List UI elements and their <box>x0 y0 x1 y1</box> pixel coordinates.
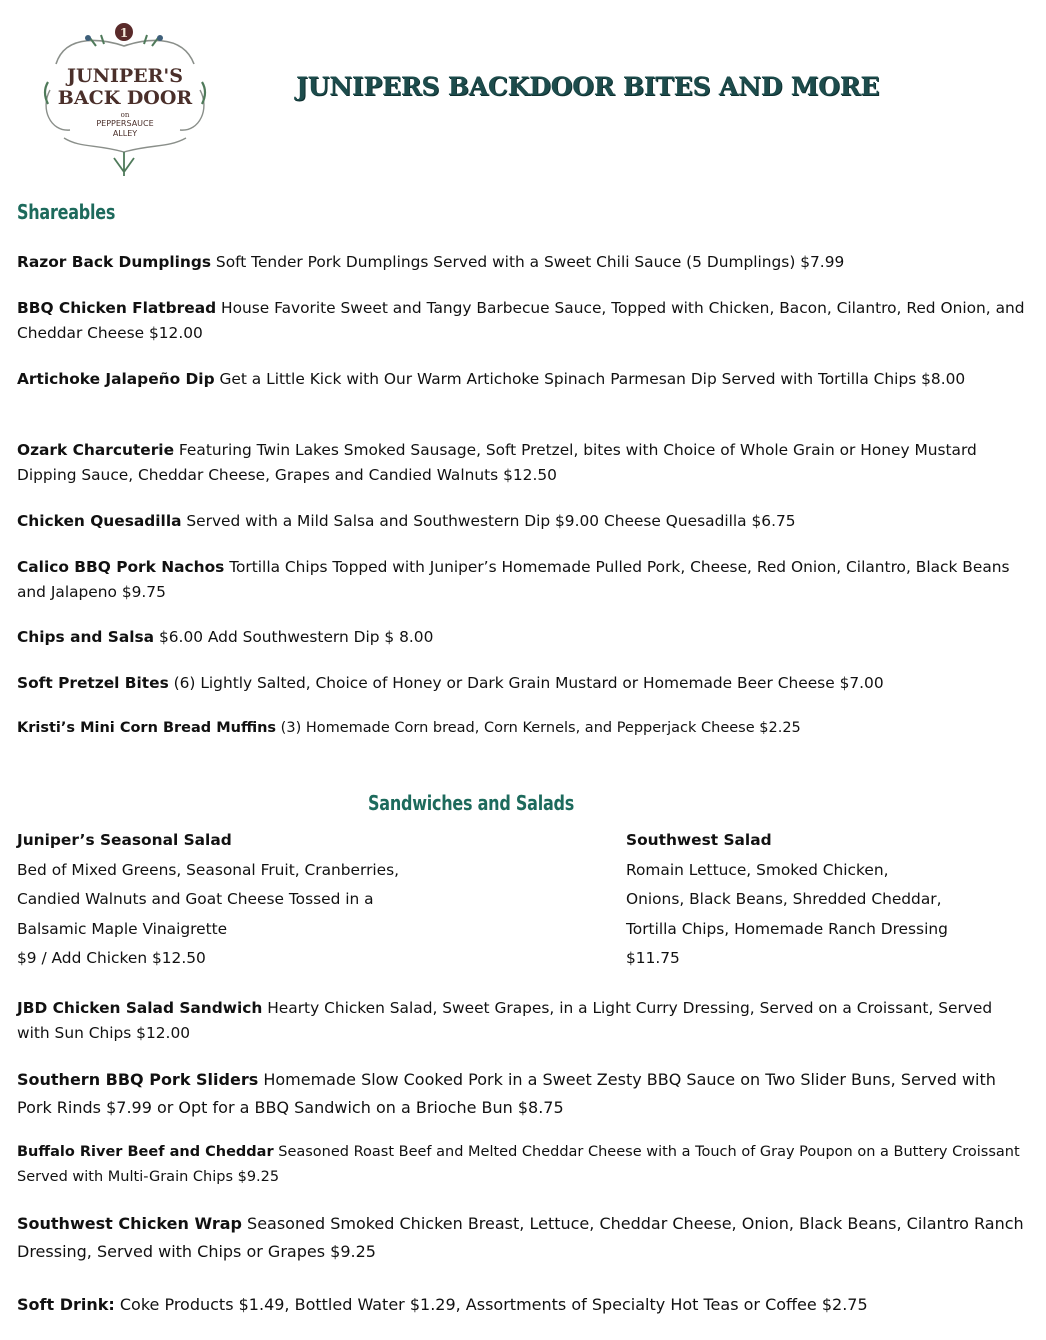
menu-item: Southwest Chicken Wrap Seasoned Smoked Chicken Breast, Lettuce, Cheddar Cheese, Onion, Black Beans, Cilantro Ranch Dressing, Served with Chips or Grapes $9.25 <box>17 1214 1024 1261</box>
drinks-line: Soft Drink: Coke Products $1.49, Bottled Water $1.29, Assortments of Specialty Hot Teas or Coffee $2.75 <box>17 1295 868 1314</box>
svg-text:on: on <box>120 111 130 119</box>
page-title: JUNIPERS BACKDOOR BITES AND MORE <box>296 72 880 101</box>
salad-southwest: Southwest Salad Romain Lettuce, Smoked Chicken, Onions, Black Beans, Shredded Cheddar, Tortilla Chips, Homemade Ranch Dressing $11.75 <box>626 831 948 967</box>
menu-item: Chips and Salsa $6.00 Add Southwestern Dip $ 8.00 <box>17 628 434 646</box>
menu-item: Southern BBQ Pork Sliders Homemade Slow Cooked Pork in a Sweet Zesty BBQ Sauce on Two Slider Buns, Served with Pork Rinds $7.99 or Opt for a BBQ Sandwich on a Brioche Bun $8.75 <box>17 1070 996 1117</box>
menu-item: Chicken Quesadilla Served with a Mild Salsa and Southwestern Dip $9.00 Cheese Quesadilla $6.75 <box>17 512 796 530</box>
menu-item: Calico BBQ Pork Nachos Tortilla Chips Topped with Juniper’s Homemade Pulled Pork, Cheese, Red Onion, Cilantro, Black Beans and Jalapeno $9.75 <box>17 558 1010 601</box>
restaurant-logo <box>36 12 214 180</box>
shareables-heading: Shareables <box>17 200 116 224</box>
menu-item: Ozark Charcuterie Featuring Twin Lakes Smoked Sausage, Soft Pretzel, bites with Choice of Whole Grain or Honey Mustard Dipping Sauce, Cheddar Cheese, Grapes and Candied Walnuts $12.50 <box>17 441 977 484</box>
menu-item: Artichoke Jalapeño Dip Get a Little Kick with Our Warm Artichoke Spinach Parmesan Dip Served with Tortilla Chips $8.00 <box>17 370 966 388</box>
salad-seasonal: Juniper’s Seasonal Salad Bed of Mixed Greens, Seasonal Fruit, Cranberries, Candied Walnuts and Goat Cheese Tossed in a Balsamic Maple Vinaigrette $9 / Add Chicken $12.50 <box>17 831 400 967</box>
svg-text:PEPPERSAUCE: PEPPERSAUCE <box>96 119 154 128</box>
menu-item: Buffalo River Beef and Cheddar Seasoned Roast Beef and Melted Cheddar Cheese with a Touch of Gray Poupon on a Buttery Croissant Served with Multi-Grain Chips $9.25 <box>17 1144 1020 1185</box>
svg-text:ALLEY: ALLEY <box>112 129 138 138</box>
menu-item: Soft Pretzel Bites (6) Lightly Salted, Choice of Honey or Dark Grain Mustard or Homemade Beer Cheese $7.00 <box>17 674 884 692</box>
sandwiches-heading: Sandwiches and Salads <box>368 791 574 815</box>
menu-item: Razor Back Dumplings Soft Tender Pork Dumplings Served with a Sweet Chili Sauce (5 Dumplings) $7.99 <box>17 253 845 271</box>
svg-text:JUNIPER'S: JUNIPER'S <box>67 65 183 87</box>
svg-text:BACK DOOR: BACK DOOR <box>57 87 193 109</box>
svg-text:1: 1 <box>119 26 129 40</box>
menu-item: BBQ Chicken Flatbread House Favorite Sweet and Tangy Barbecue Sauce, Topped with Chicken, Bacon, Cilantro, Red Onion, and Cheddar Cheese $12.00 <box>17 299 1025 342</box>
menu-item: Kristi’s Mini Corn Bread Muffins (3) Homemade Corn bread, Corn Kernels, and Pepperjack Cheese $2.25 <box>17 720 801 736</box>
menu-item: JBD Chicken Salad Sandwich Hearty Chicken Salad, Sweet Grapes, in a Light Curry Dressing, Served on a Croissant, Served with Sun Chips $12.00 <box>17 999 993 1042</box>
